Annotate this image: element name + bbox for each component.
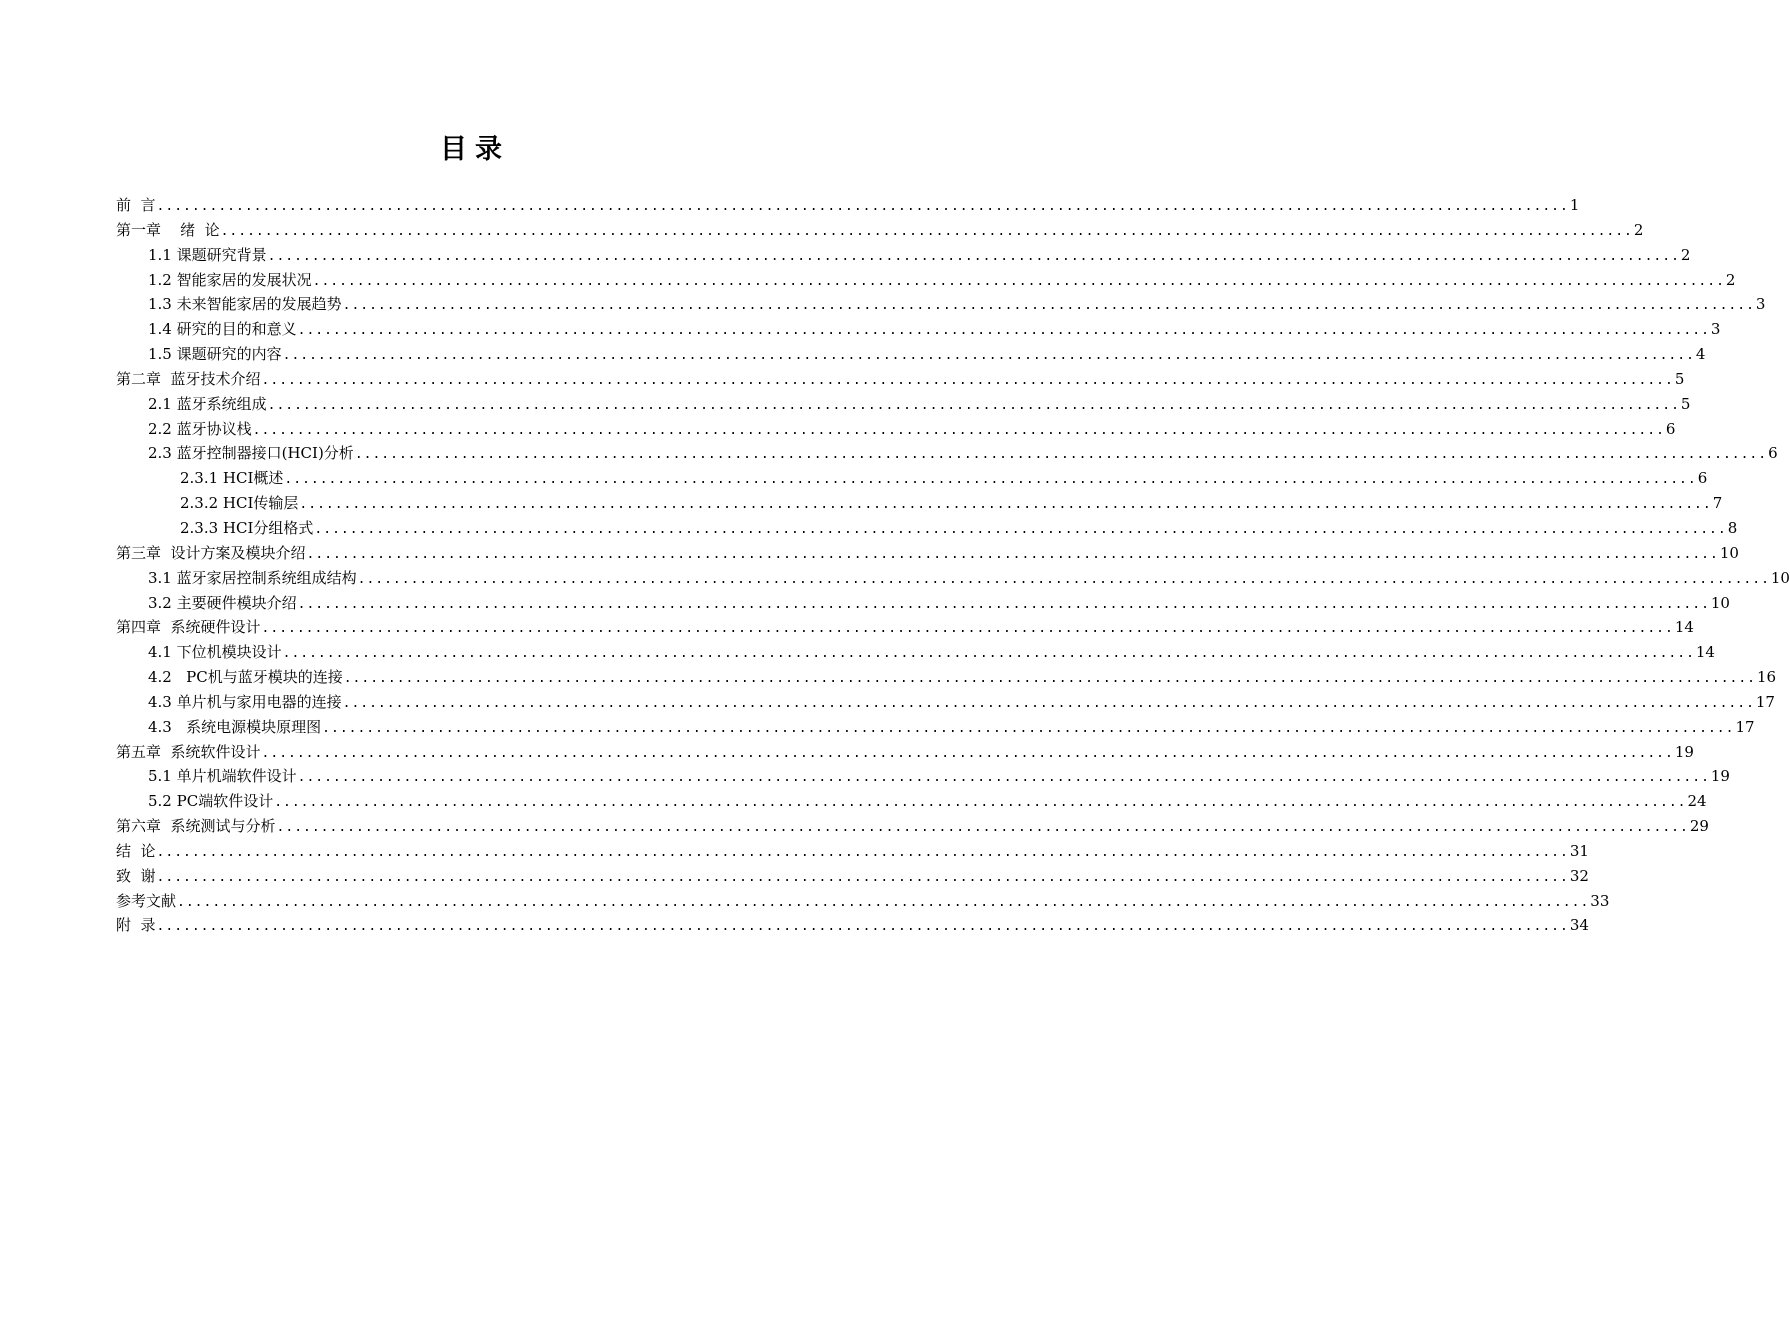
toc-entry-label: 1.2 智能家居的发展状况 — [148, 270, 312, 289]
toc-leader-dots: ................................................................................................................................................................ — [267, 397, 1680, 413]
toc-entry[interactable] — [116, 715, 1755, 740]
toc-leader-dots: ................................................................................................................................................................ — [342, 695, 1755, 711]
toc-entry-label: 2.3.1 HCI概述 — [180, 469, 284, 488]
toc-entry-page-number: 17 — [1755, 692, 1775, 711]
toc-entry-label: 参考文献 — [116, 891, 177, 910]
toc-entry-page-number: 32 — [1569, 866, 1589, 885]
toc-leader-dots: ................................................................................................................................................................ — [261, 372, 1674, 388]
toc-entry-page-number: 7 — [1712, 494, 1723, 513]
toc-leader-dots: ................................................................................................................................................................ — [156, 844, 1569, 860]
toc-leader-dots: ................................................................................................................................................................ — [267, 248, 1680, 264]
toc-entry-page-number: 17 — [1735, 717, 1755, 736]
toc-entry-page-number: 29 — [1689, 817, 1709, 836]
toc-entry[interactable] — [116, 764, 1730, 789]
toc-entry-page-number: 33 — [1590, 891, 1610, 910]
toc-entry[interactable] — [116, 566, 1790, 591]
toc-entry-label: 1.4 研究的目的和意义 — [148, 320, 297, 339]
toc-entry[interactable] — [116, 814, 1709, 839]
toc-entry[interactable] — [116, 441, 1778, 466]
toc-entry[interactable] — [116, 218, 1644, 243]
toc-entry-page-number: 5 — [1680, 394, 1691, 413]
toc-entry[interactable] — [116, 268, 1736, 293]
toc-entry-label: 3.1 蓝牙家居控制系统组成结构 — [148, 568, 357, 587]
toc-entry-page-number: 1 — [1569, 196, 1580, 214]
toc-entry-page-number: 34 — [1569, 916, 1589, 935]
toc-leader-dots: ................................................................................................................................................................ — [284, 472, 1697, 488]
toc-entry-label: 2.3.3 HCI分组格式 — [180, 518, 314, 537]
toc-entry-label: 前 言 — [116, 196, 156, 214]
table-of-contents — [116, 193, 1790, 938]
toc-entry[interactable] — [116, 243, 1691, 268]
toc-entry-label: 1.3 未来智能家居的发展趋势 — [148, 295, 342, 314]
toc-leader-dots: ................................................................................................................................................................ — [282, 348, 1695, 364]
toc-entry[interactable] — [116, 591, 1730, 616]
toc-entry-label: 2.2 蓝牙协议栈 — [148, 419, 252, 438]
page-title: 目录 — [440, 134, 510, 165]
toc-leader-dots: ................................................................................................................................................................ — [343, 671, 1756, 687]
toc-entry-label: 结 论 — [116, 841, 156, 860]
toc-leader-dots: ................................................................................................................................................................ — [322, 720, 1735, 736]
toc-leader-dots: ................................................................................................................................................................ — [276, 820, 1689, 836]
toc-entry-page-number: 14 — [1695, 643, 1715, 662]
toc-entry-label: 附 录 — [116, 916, 156, 935]
toc-entry[interactable] — [116, 516, 1738, 541]
toc-entry-page-number: 14 — [1674, 618, 1694, 637]
toc-entry-page-number: 10 — [1719, 543, 1739, 562]
toc-entry-page-number: 2 — [1633, 220, 1644, 239]
toc-entry-label: 2.3.2 HCI传输层 — [180, 494, 299, 513]
toc-leader-dots: ................................................................................................................................................................ — [342, 298, 1755, 314]
toc-entry-page-number: 8 — [1727, 518, 1738, 537]
toc-entry-label: 5.2 PC端软件设计 — [148, 792, 274, 811]
toc-entry-label: 第三章 设计方案及模块介绍 — [116, 543, 306, 562]
toc-entry-label: 1.5 课题研究的内容 — [148, 345, 282, 364]
toc-leader-dots: ................................................................................................................................................................ — [314, 521, 1727, 537]
toc-entry-label: 4.3 系统电源模块原理图 — [148, 717, 322, 736]
toc-leader-dots: ................................................................................................................................................................ — [297, 596, 1710, 612]
toc-entry[interactable] — [116, 541, 1739, 566]
toc-entry-label: 2.1 蓝牙系统组成 — [148, 394, 267, 413]
toc-entry-page-number: 4 — [1695, 345, 1706, 364]
toc-leader-dots: ................................................................................................................................................................ — [312, 273, 1725, 289]
toc-entry-page-number: 19 — [1710, 767, 1730, 786]
toc-entry-label: 1.1 课题研究背景 — [148, 245, 267, 264]
toc-entry-label: 第六章 系统测试与分析 — [116, 817, 276, 836]
toc-leader-dots: ................................................................................................................................................................ — [220, 223, 1633, 239]
toc-entry[interactable] — [116, 491, 1723, 516]
toc-entry[interactable] — [116, 864, 1589, 889]
toc-leader-dots: ................................................................................................................................................................ — [297, 770, 1710, 786]
toc-entry[interactable] — [116, 839, 1589, 864]
toc-leader-dots: ................................................................................................................................................................ — [156, 919, 1569, 935]
toc-entry-page-number: 19 — [1674, 742, 1694, 761]
toc-entry-page-number: 2 — [1725, 270, 1736, 289]
toc-entry-page-number: 3 — [1755, 295, 1766, 314]
toc-entry[interactable] — [116, 665, 1777, 690]
toc-entry-label: 第四章 系统硬件设计 — [116, 618, 261, 637]
toc-leader-dots: ................................................................................................................................................................ — [274, 795, 1687, 811]
toc-leader-dots: ................................................................................................................................................................ — [354, 447, 1768, 463]
toc-entry-page-number: 6 — [1665, 419, 1676, 438]
toc-entry-label: 4.1 下位机模块设计 — [148, 643, 282, 662]
toc-leader-dots: ................................................................................................................................................................ — [261, 745, 1674, 761]
toc-entry[interactable] — [116, 417, 1676, 442]
toc-entry-label: 4.2 PC机与蓝牙模块的连接 — [148, 668, 343, 687]
toc-entry-page-number: 31 — [1569, 841, 1589, 860]
toc-entry-page-number: 5 — [1674, 369, 1685, 388]
toc-entry-label: 3.2 主要硬件模块介绍 — [148, 593, 297, 612]
toc-entry-page-number: 2 — [1680, 245, 1691, 264]
toc-leader-dots: ................................................................................................................................................................ — [261, 621, 1674, 637]
toc-leader-dots: ................................................................................................................................................................ — [156, 199, 1569, 214]
toc-leader-dots: ................................................................................................................................................................ — [156, 869, 1569, 885]
toc-entry-page-number: 24 — [1687, 792, 1707, 811]
toc-leader-dots: ................................................................................................................................................................ — [177, 894, 1590, 910]
toc-entry-page-number: 10 — [1710, 593, 1730, 612]
toc-entry[interactable] — [116, 640, 1715, 665]
toc-leader-dots: ................................................................................................................................................................ — [357, 571, 1770, 587]
toc-leader-dots: ................................................................................................................................................................ — [297, 323, 1710, 339]
toc-entry[interactable] — [116, 740, 1694, 765]
toc-leader-dots: ................................................................................................................................................................ — [282, 646, 1695, 662]
toc-entry-page-number: 10 — [1770, 568, 1790, 587]
toc-entry-page-number: 3 — [1710, 320, 1721, 339]
toc-entry-label: 致 谢 — [116, 866, 156, 885]
toc-entry[interactable] — [116, 193, 1580, 218]
toc-entry-label: 2.3 蓝牙控制器接口(HCI)分析 — [148, 444, 354, 463]
toc-entry[interactable] — [116, 367, 1685, 392]
toc-entry[interactable] — [116, 789, 1707, 814]
toc-entry-label: 第二章 蓝牙技术介绍 — [116, 369, 261, 388]
toc-leader-dots: ................................................................................................................................................................ — [306, 546, 1719, 562]
toc-entry-label: 4.3 单片机与家用电器的连接 — [148, 692, 342, 711]
toc-entry[interactable] — [116, 913, 1589, 938]
toc-entry[interactable] — [116, 466, 1708, 491]
toc-entry[interactable] — [116, 615, 1694, 640]
toc-entry[interactable] — [116, 392, 1691, 417]
toc-entry-label: 第五章 系统软件设计 — [116, 742, 261, 761]
toc-entry-page-number: 6 — [1768, 444, 1778, 463]
toc-entry[interactable] — [116, 317, 1721, 342]
toc-entry[interactable] — [116, 690, 1775, 715]
toc-entry-page-number: 6 — [1697, 469, 1708, 488]
toc-entry[interactable] — [116, 292, 1766, 317]
toc-entry[interactable] — [116, 342, 1706, 367]
toc-leader-dots: ................................................................................................................................................................ — [299, 497, 1712, 513]
toc-entry[interactable] — [116, 889, 1610, 914]
toc-entry-label: 第一章 绪 论 — [116, 220, 220, 239]
toc-entry-label: 5.1 单片机端软件设计 — [148, 767, 297, 786]
toc-leader-dots: ................................................................................................................................................................ — [252, 422, 1665, 438]
toc-entry-page-number: 16 — [1757, 668, 1777, 687]
